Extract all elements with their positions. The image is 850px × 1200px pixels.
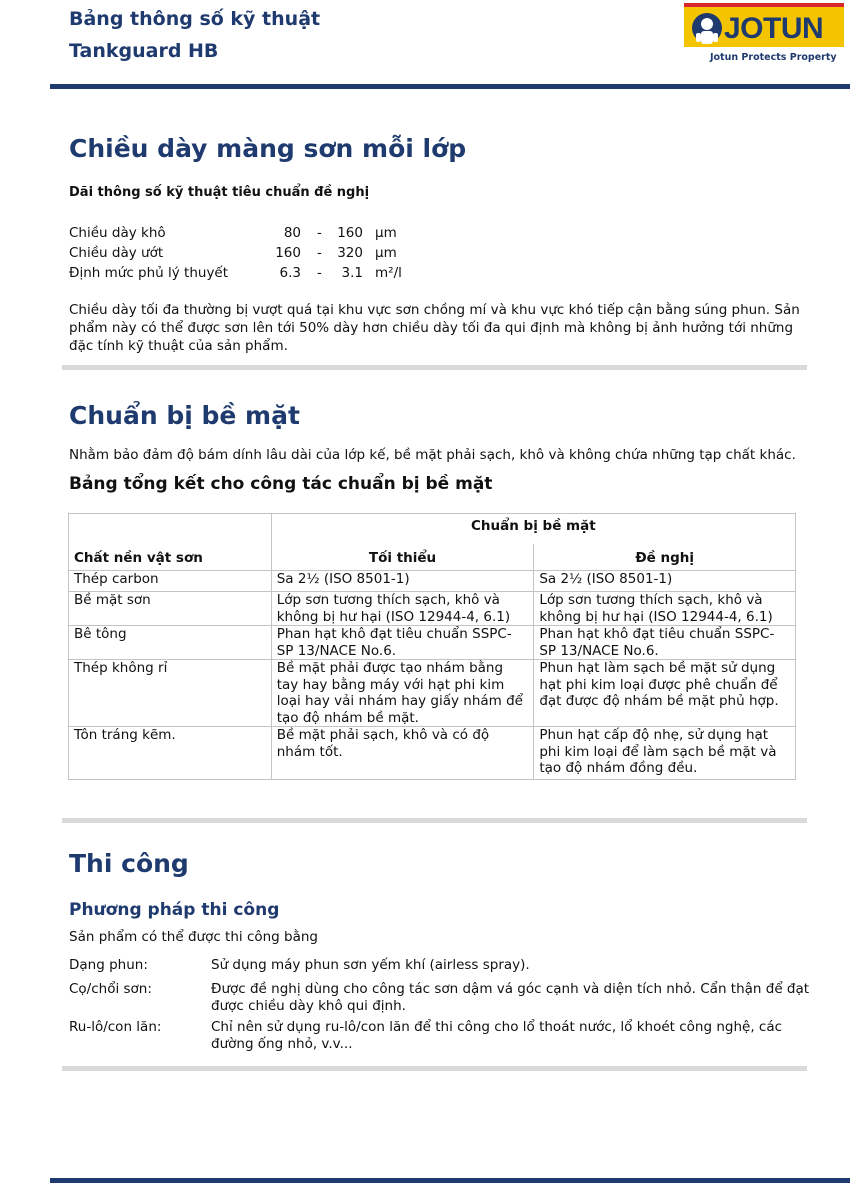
application-heading: Thi công [69, 849, 189, 878]
col-header-substrate: Chất nền vật sơn [69, 514, 272, 571]
cell-recommended: Phun hạt cấp độ nhẹ, sử dụng hạt phi kim loại để làm sạch bề mặt và tạo độ nhám đồng đều. [534, 727, 796, 780]
surface-prep-table [68, 513, 796, 780]
application-intro: Sản phẩm có thể được thi công bằng [69, 929, 319, 945]
surface-prep-intro: Nhằm bảo đảm độ bám dính lâu dài của lớp kế, bề mặt phải sạch, khô và không chứa những tạp chất khác. [69, 447, 796, 463]
cell-recommended: Sa 2½ (ISO 8501-1) [534, 571, 796, 592]
spec-unit: µm [375, 245, 397, 261]
method-desc: Sử dụng máy phun sơn yếm khí (airless spray). [211, 957, 530, 973]
section-divider [62, 365, 807, 370]
method-desc: Được đề nghị dùng cho công tác sơn dậm vá góc cạnh và diện tích nhỏ. Cẩn thận để đạt được chiều dày khô qui định. [211, 981, 810, 1014]
method-label: Dạng phun: [69, 957, 148, 973]
cell-substrate: Thép không rỉ [69, 660, 272, 727]
film-thickness-note: Chiều dày tối đa thường bị vượt quá tại khu vực sơn chồng mí và khu vực khó tiếp cận bằng súng phun. Sản phẩm này có thể được sơn lên tới 50% dày hơn chiều dày tối đa qui định mà không bị ảnh hưởng tới những đặc tính kỹ thuật của sản phẩm. [69, 302, 800, 354]
cell-recommended: Phun hạt làm sạch bề mặt sử dụng hạt phi kim loại được phê chuẩn để đạt được độ nhám bề mặt phủ hợp. [534, 660, 796, 727]
spec-min: 6.3 [279, 265, 301, 281]
spec-dash: - [317, 265, 322, 281]
cell-minimum: Lớp sơn tương thích sạch, khô và không bị hư hại (ISO 12944-4, 6.1) [271, 592, 534, 626]
spec-subheading: Dãi thông số kỹ thuật tiêu chuẩn đề nghị [69, 185, 370, 200]
spec-min: 80 [283, 225, 301, 241]
logo-tagline: Jotun Protects Property [710, 52, 837, 63]
spec-label: Chiều dày khô [69, 225, 166, 241]
cell-substrate: Bề mặt sơn [69, 592, 272, 626]
surface-prep-table-title: Bảng tổng kết cho công tác chuẩn bị bề mặt [69, 474, 493, 494]
cell-minimum: Bề mặt phải được tạo nhám bằng tay hay bằng máy với hạt phi kim loại hay vải nhám hay giấy nhám để tạo độ nhám bề mặt. [271, 660, 534, 727]
spec-max: 320 [337, 245, 363, 261]
cell-minimum: Sa 2½ (ISO 8501-1) [271, 571, 534, 592]
table-row [69, 626, 796, 660]
section-divider [62, 1066, 807, 1071]
footer-rule [50, 1178, 850, 1183]
spec-max: 3.1 [341, 265, 363, 281]
spec-label: Định mức phủ lý thuyết [69, 265, 229, 281]
spec-max: 160 [337, 225, 363, 241]
spec-min: 160 [275, 245, 301, 261]
logo-text: JOTUN [724, 12, 824, 45]
sailor-icon [690, 11, 724, 47]
cell-minimum: Bề mặt phải sạch, khô và có độ nhám tốt. [271, 727, 534, 780]
table-row [69, 727, 796, 780]
spec-unit: µm [375, 225, 397, 241]
table-row [69, 592, 796, 626]
cell-substrate: Thép carbon [69, 571, 272, 592]
col-header-minimum: Tối thiểu [271, 544, 534, 571]
cell-minimum: Phan hạt khô đạt tiêu chuẩn SSPC-SP 13/NACE No.6. [271, 626, 534, 660]
application-subheading: Phương pháp thi công [69, 900, 280, 920]
surface-prep-heading: Chuẩn bị bề mặt [69, 401, 300, 430]
film-thickness-heading: Chiều dày màng sơn mỗi lớp [69, 134, 467, 163]
cell-recommended: Phan hạt khô đạt tiêu chuẩn SSPC-SP 13/NACE No.6. [534, 626, 796, 660]
spec-dash: - [317, 245, 322, 261]
section-divider [62, 818, 807, 823]
cell-substrate: Bê tông [69, 626, 272, 660]
method-label: Ru-lô/con lăn: [69, 1019, 162, 1035]
header-rule [50, 84, 850, 89]
doc-title: Bảng thông số kỹ thuật [69, 8, 321, 30]
spec-label: Chiều dày ướt [69, 245, 164, 261]
table-row [69, 660, 796, 727]
method-desc: Chỉ nên sử dụng ru-lô/con lăn để thi công cho lổ thoát nước, lổ khoét công nghệ, các đường ống nhỏ, v.v... [211, 1019, 783, 1052]
cell-substrate: Tôn tráng kẽm. [69, 727, 272, 780]
method-label: Cọ/chổi sơn: [69, 981, 152, 997]
logo-banner [684, 3, 844, 47]
table-row [69, 571, 796, 592]
spec-unit: m²/l [375, 265, 402, 281]
spec-dash: - [317, 225, 322, 241]
product-name: Tankguard HB [69, 40, 219, 62]
cell-recommended: Lớp sơn tương thích sạch, khô và không bị hư hại (ISO 12944-4, 6.1) [534, 592, 796, 626]
jotun-logo [684, 3, 844, 65]
col-header-group: Chuẩn bị bề mặt [271, 514, 795, 545]
col-header-recommended: Đề nghị [534, 544, 796, 571]
